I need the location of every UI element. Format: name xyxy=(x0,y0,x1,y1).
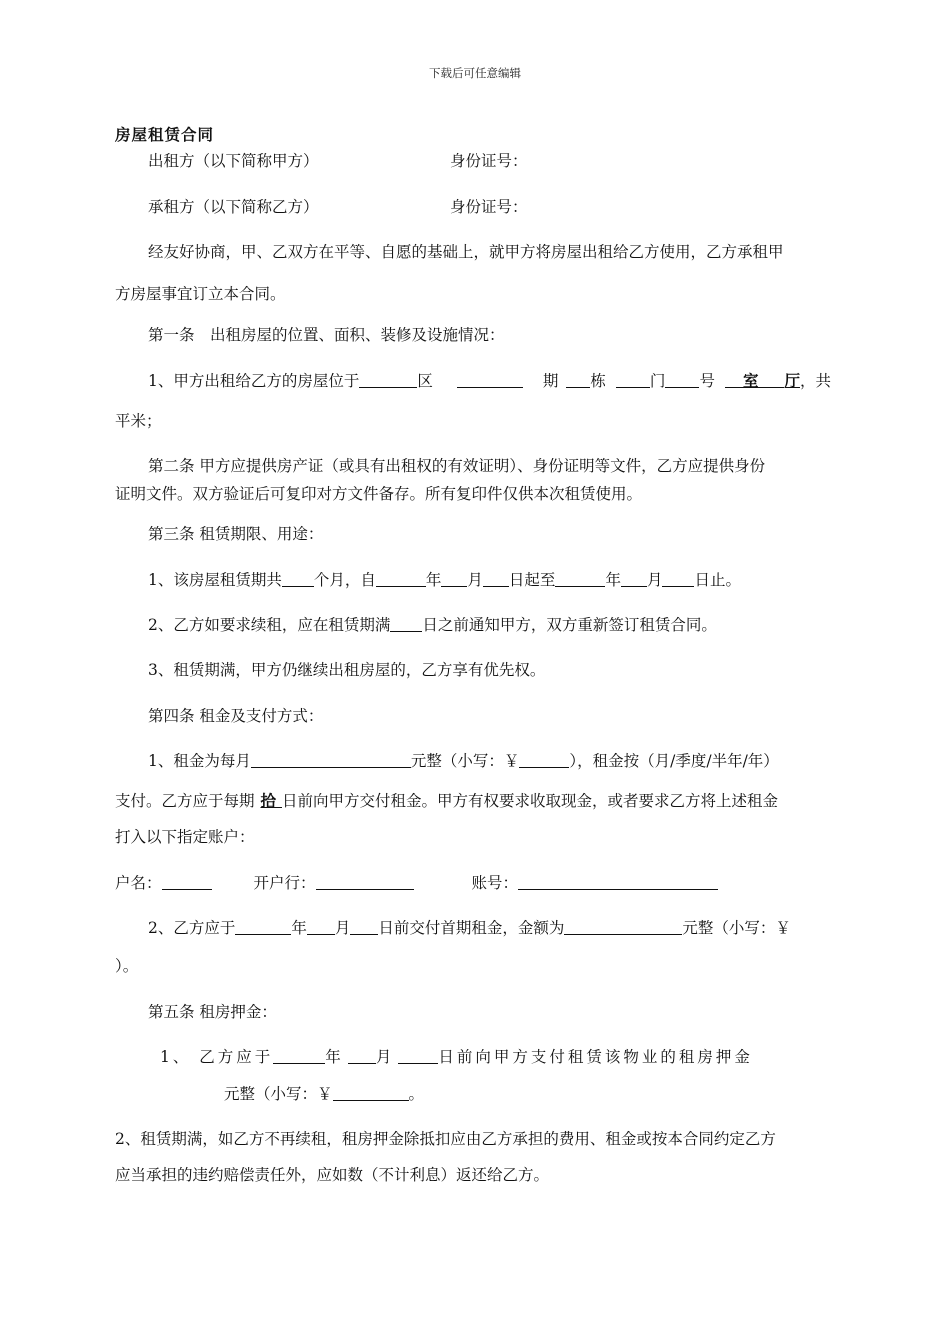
article-3-item-1 xyxy=(148,569,741,591)
end-year-blank[interactable] xyxy=(555,570,605,587)
page-header: 下载后可任意编辑 xyxy=(429,66,521,80)
hall-blank[interactable] xyxy=(758,371,784,388)
article-4-item-2 xyxy=(148,917,791,939)
deposit-month-blank[interactable] xyxy=(348,1047,376,1064)
article-2-line-1: 第二条 甲方应提供房产证（或具有出租权的有效证明）、身份证明等文件，乙方应提供身份 xyxy=(148,457,766,475)
rent-figure-blank[interactable] xyxy=(519,751,569,768)
text: 日前交付首期租金，金额为 xyxy=(378,919,565,937)
text: 室 xyxy=(742,371,759,390)
text: 元整（小写：￥ xyxy=(410,752,520,770)
document-title: 房屋租赁合同 xyxy=(115,125,215,144)
text: 年 xyxy=(291,919,307,937)
text: 日前向甲方交付租金。甲方有权要求收取现金，或者要求乙方将上述租金 xyxy=(282,792,779,810)
text: 期 xyxy=(542,372,559,390)
start-month-blank[interactable] xyxy=(441,570,467,587)
article-4-heading: 第四条 租金及支付方式： xyxy=(148,707,324,725)
months-blank[interactable] xyxy=(282,570,314,587)
article-1-item-1 xyxy=(148,370,831,392)
article-3-item-2 xyxy=(148,614,717,636)
text: 号 xyxy=(699,372,715,390)
text: 支付。乙方应于每期 xyxy=(115,792,255,810)
text: 个月，自 xyxy=(313,571,376,589)
text: 月 xyxy=(467,571,483,589)
article-2-line-2: 证明文件。双方验证后可复印对方文件备存。所有复印件仅供本次租赁使用。 xyxy=(115,485,643,503)
deposit-day-blank[interactable] xyxy=(398,1047,438,1064)
text: 1、租金为每月 xyxy=(148,752,251,770)
text: ，共 xyxy=(799,372,831,390)
article-4-item-1-line-2 xyxy=(115,790,778,812)
room-blank[interactable] xyxy=(725,371,743,388)
text: 日之前通知甲方，双方重新签订租赁合同。 xyxy=(422,616,717,634)
article-5-item-2-line-1: 2、租赁期满，如乙方不再续租，租房押金除抵扣应由乙方承担的费用、租金或按本合同约定乙方 xyxy=(115,1130,776,1148)
payment-day-value: 拾 xyxy=(260,791,277,810)
article-5-item-2-line-2: 应当承担的违约赔偿责任外，应如数（不计利息）返还给乙方。 xyxy=(115,1166,550,1184)
district-blank[interactable] xyxy=(359,371,417,388)
text: 元整（小写：￥ xyxy=(224,1085,333,1103)
text: 1、 乙方应于 xyxy=(160,1048,274,1066)
unit-blank[interactable] xyxy=(616,371,650,388)
lessee-label: 承租方（以下简称乙方） xyxy=(148,198,319,216)
account-name-label: 户名： xyxy=(115,874,162,892)
deposit-figure-blank[interactable] xyxy=(333,1084,409,1101)
article-3-heading: 第三条 租赁期限、用途： xyxy=(148,525,324,543)
text: 月 xyxy=(334,919,351,937)
deposit-year-blank[interactable] xyxy=(273,1047,325,1064)
start-day-blank[interactable] xyxy=(483,570,509,587)
end-day-blank[interactable] xyxy=(662,570,694,587)
account-row xyxy=(115,872,718,894)
account-name-blank[interactable] xyxy=(162,873,212,890)
number-blank[interactable] xyxy=(665,371,699,388)
text: 年 xyxy=(605,571,621,589)
monthly-rent-blank[interactable] xyxy=(251,751,411,768)
first-rent-year-blank[interactable] xyxy=(235,918,291,935)
lessee-id-label: 身份证号： xyxy=(450,198,528,216)
bank-blank[interactable] xyxy=(316,873,414,890)
article-4-item-1 xyxy=(148,750,779,772)
text: 1、该房屋租赁期共 xyxy=(148,571,282,589)
area-blank[interactable] xyxy=(457,371,523,388)
text: 区 xyxy=(417,372,433,390)
first-rent-month-blank[interactable] xyxy=(307,918,335,935)
article-1-heading: 第一条 出租房屋的位置、面积、装修及设施情况： xyxy=(148,326,505,344)
article-4-item-1-line-3: 打入以下指定账户： xyxy=(115,828,255,846)
start-year-blank[interactable] xyxy=(376,570,426,587)
article-5-item-1 xyxy=(160,1046,753,1068)
bank-label: 开户行： xyxy=(253,874,316,892)
text: 年 xyxy=(325,1048,344,1066)
lessor-id-label: 身份证号： xyxy=(450,152,528,170)
text: 月 xyxy=(375,1048,395,1066)
article-3-item-3: 3、租赁期满，甲方仍继续出租房屋的，乙方享有优先权。 xyxy=(148,661,546,679)
first-rent-amount-blank[interactable] xyxy=(564,918,682,935)
text: 2、乙方应于 xyxy=(148,919,236,937)
text: 日止。 xyxy=(694,571,741,589)
text: 1、甲方出租给乙方的房屋位于 xyxy=(148,372,360,390)
account-number-label: 账号： xyxy=(471,874,519,892)
text: 。 xyxy=(408,1085,425,1103)
intro-line-2: 方房屋事宜订立本合同。 xyxy=(115,285,286,303)
text: 厅 xyxy=(784,371,800,390)
text: 门 xyxy=(649,372,666,390)
article-5-item-1-cont xyxy=(224,1083,424,1105)
article-5-heading: 第五条 租房押金： xyxy=(148,1003,277,1021)
first-rent-day-blank[interactable] xyxy=(350,918,378,935)
text: 元整（小写：￥ xyxy=(682,919,791,937)
text: 日前向甲方支付租赁该物业的租房押金 xyxy=(438,1048,753,1066)
lessor-label: 出租方（以下简称甲方） xyxy=(148,152,319,170)
account-number-blank[interactable] xyxy=(518,873,718,890)
text: 年 xyxy=(425,571,442,589)
article-4-item-2-cont: ）。 xyxy=(115,957,139,975)
text: 日起至 xyxy=(508,571,556,589)
text: 2、乙方如要求续租，应在租赁期满 xyxy=(148,616,391,634)
renewal-days-blank[interactable] xyxy=(390,615,422,632)
text: ），租金按（月/季度/半年/年） xyxy=(569,752,779,770)
article-1-item-1-cont: 平米； xyxy=(115,412,162,430)
building-blank[interactable] xyxy=(566,371,590,388)
end-month-blank[interactable] xyxy=(621,570,647,587)
intro-line-1: 经友好协商，甲、乙双方在平等、自愿的基础上，就甲方将房屋出租给乙方使用，乙方承租甲 xyxy=(148,243,784,261)
text: 栋 xyxy=(590,372,606,390)
text: 月 xyxy=(646,571,663,589)
